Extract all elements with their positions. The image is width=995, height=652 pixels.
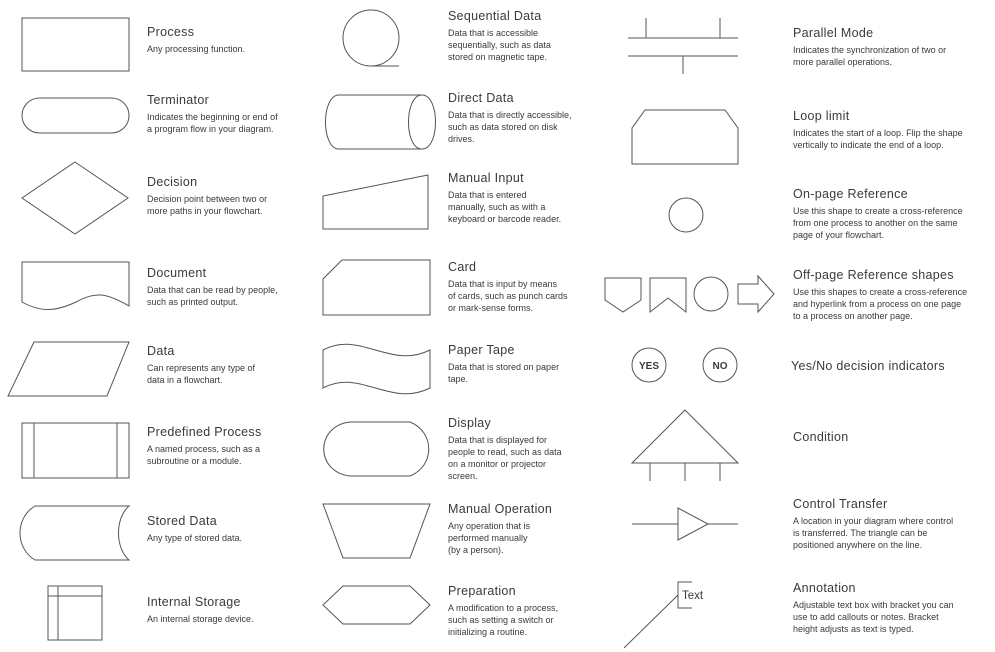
entry-on-page-reference — [793, 187, 963, 241]
yes-label: YES — [638, 361, 660, 372]
stored-data-shape — [20, 506, 129, 560]
direct-data-shape — [326, 95, 436, 149]
off-page-circle-shape — [694, 277, 728, 311]
decision-desc: Decision point between two or more paths in your flowchart. — [147, 194, 268, 216]
internal-storage-desc: An internal storage device. — [147, 614, 254, 624]
process-desc: Any processing function. — [147, 44, 246, 54]
entry-off-page-reference — [793, 268, 967, 322]
card-desc: Data that is input by means of cards, such as punch cards or mark-sense forms. — [448, 279, 568, 313]
no-indicator-shape — [703, 348, 737, 382]
manual-input-title: Manual Input — [448, 171, 524, 185]
document-desc: Data that can be read by people, such as printed output. — [147, 285, 278, 307]
entry-annotation — [793, 581, 954, 635]
entry-paper-tape — [448, 343, 559, 385]
data-shape — [8, 342, 129, 396]
card-shape — [323, 260, 430, 315]
annotation-shape — [624, 582, 704, 648]
paper-tape-title: Paper Tape — [448, 343, 515, 357]
entry-preparation — [448, 584, 558, 638]
entry-card — [448, 260, 568, 314]
on-page-reference-desc: Use this shape to create a cross-reference from one process to another on the same page of your flowchart. — [793, 206, 963, 240]
off-page-reference-desc: Use this shapes to create a cross-reference and hyperlink from a process on one page to a process on another page. — [793, 287, 968, 321]
off-page-reference-shapes — [605, 276, 774, 312]
entry-sequential-data — [448, 9, 551, 63]
data-desc: Can represents any type of data in a flowchart. — [147, 363, 256, 385]
predefined-process-desc: A named process, such as a subroutine or a module. — [147, 444, 261, 466]
entry-control-transfer — [793, 497, 953, 551]
sequential-data-shape — [343, 10, 399, 66]
process-title: Process — [147, 25, 195, 39]
entry-display — [448, 416, 562, 482]
entry-parallel-mode — [793, 26, 946, 68]
paper-tape-shape — [323, 344, 430, 394]
parallel-mode-desc: Indicates the synchronization of two or more parallel operations. — [793, 45, 947, 67]
off-page-reference-title: Off-page Reference shapes — [793, 268, 954, 282]
predefined-process-shape — [22, 423, 129, 478]
parallel-mode-shape — [628, 18, 738, 74]
manual-operation-desc: Any operation that is performed manually (by a person). — [448, 521, 531, 555]
annotation-text: Text — [682, 590, 704, 602]
display-shape — [324, 422, 429, 476]
entry-decision — [147, 175, 267, 217]
manual-operation-title: Manual Operation — [448, 502, 553, 516]
internal-storage-shape — [48, 586, 102, 640]
card-title: Card — [448, 260, 477, 274]
entry-stored-data — [147, 514, 242, 544]
entry-loop-limit — [793, 109, 963, 151]
entry-process — [147, 25, 245, 55]
decision-shape — [22, 162, 128, 234]
loop-limit-desc: Indicates the start of a loop. Flip the shape vertically to indicate the end of a loop. — [793, 128, 963, 150]
loop-limit-shape — [632, 110, 738, 164]
control-transfer-desc: A location in your diagram where control is transferred. The triangle can be positioned anywhere on the line. — [793, 516, 954, 550]
manual-input-shape — [323, 175, 428, 229]
annotation-title: Annotation — [793, 581, 856, 595]
entry-document — [147, 266, 278, 308]
display-desc: Data that is displayed for people to read, such as data on a monitor or projector screen. — [448, 435, 562, 481]
terminator-title: Terminator — [147, 93, 210, 107]
on-page-reference-shape — [669, 198, 703, 232]
paper-tape-desc: Data that is stored on paper tape. — [448, 362, 560, 384]
control-transfer-title: Control Transfer — [793, 497, 888, 511]
manual-input-desc: Data that is entered manually, such as with a keyboard or barcode reader. — [448, 190, 562, 224]
control-transfer-shape — [632, 508, 738, 540]
off-page-pentagon-shape — [605, 278, 641, 312]
entry-data — [147, 344, 255, 386]
no-label: NO — [712, 361, 728, 372]
on-page-reference-title: On-page Reference — [793, 187, 908, 201]
sequential-data-title: Sequential Data — [448, 9, 542, 23]
entry-yes-no-indicators — [791, 359, 945, 374]
direct-data-desc: Data that is directly accessible, such as data stored on disk drives. — [448, 110, 572, 144]
preparation-shape — [323, 586, 430, 624]
preparation-desc: A modification to a process, such as setting a switch or initializing a routine. — [448, 603, 559, 637]
document-title: Document — [147, 266, 207, 280]
yes-no-indicators-title: Yes/No decision indicators — [791, 359, 945, 373]
entry-manual-operation — [448, 502, 552, 556]
entry-terminator — [147, 93, 278, 135]
process-shape — [22, 18, 129, 71]
entry-condition — [793, 430, 849, 445]
annotation-desc: Adjustable text box with bracket you can use to add callouts or notes. Bracket height adjusts as text is typed. — [793, 600, 954, 634]
loop-limit-title: Loop limit — [793, 109, 850, 123]
direct-data-title: Direct Data — [448, 91, 514, 105]
preparation-title: Preparation — [448, 584, 516, 598]
entry-predefined-process — [147, 425, 262, 467]
data-title: Data — [147, 344, 175, 358]
manual-operation-shape — [323, 504, 430, 558]
stored-data-desc: Any type of stored data. — [147, 533, 243, 543]
condition-title: Condition — [793, 430, 849, 444]
document-shape — [22, 262, 129, 310]
off-page-arrow-shape — [738, 276, 774, 312]
internal-storage-title: Internal Storage — [147, 595, 241, 609]
stored-data-title: Stored Data — [147, 514, 218, 528]
entry-manual-input — [448, 171, 561, 225]
sequential-data-desc: Data that is accessible sequentially, such as data stored on magnetic tape. — [448, 28, 551, 62]
display-title: Display — [448, 416, 492, 430]
predefined-process-title: Predefined Process — [147, 425, 262, 439]
yes-indicator-shape — [632, 348, 666, 382]
decision-title: Decision — [147, 175, 198, 189]
off-page-flag-shape — [650, 278, 686, 312]
condition-shape — [632, 410, 738, 481]
parallel-mode-title: Parallel Mode — [793, 26, 874, 40]
terminator-shape — [22, 98, 129, 133]
entry-direct-data — [448, 91, 572, 145]
terminator-desc: Indicates the beginning or end of a program flow in your diagram. — [147, 112, 278, 134]
entry-internal-storage — [147, 595, 254, 625]
